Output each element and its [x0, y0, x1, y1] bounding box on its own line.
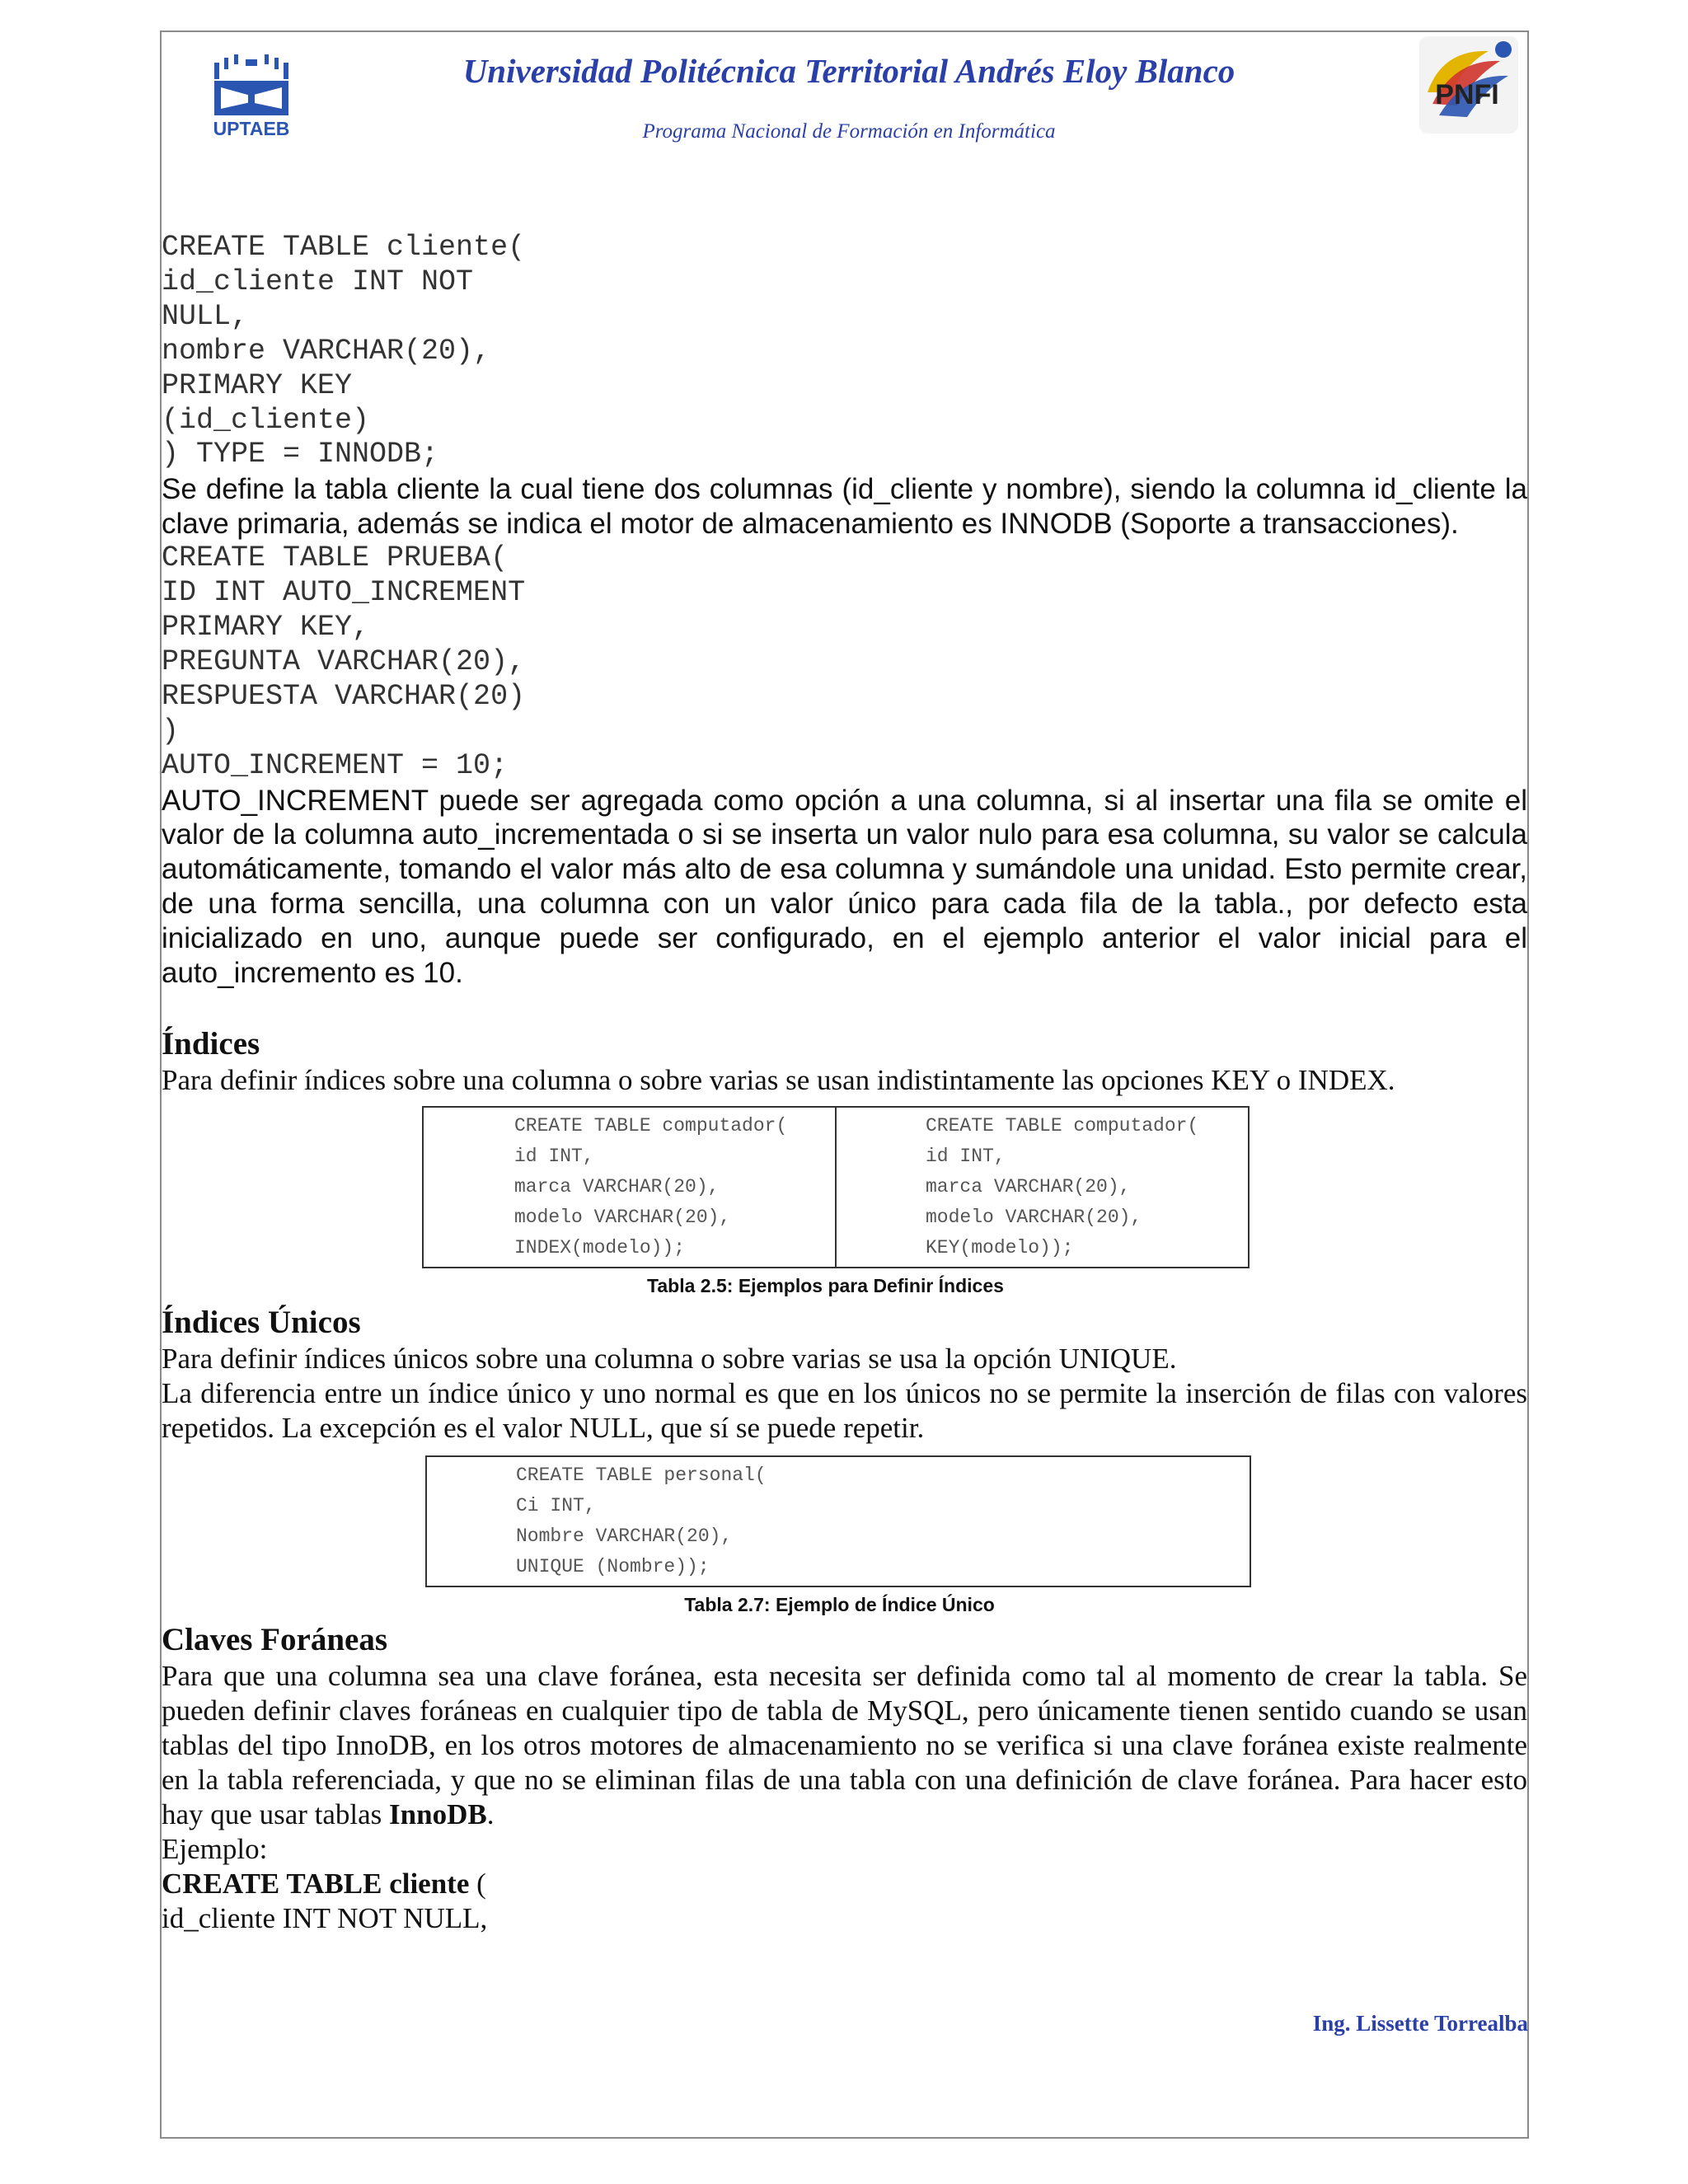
paragraph-unique-option: Para definir índices únicos sobre una columna o sobre varias se usa la opción UNIQUE.	[162, 1342, 1177, 1375]
unique-example-table	[425, 1455, 1251, 1587]
paragraph-claves-text: Para que una columna sea una clave foránea, esta necesita ser definida como tal al momento de crear la tabla. Se pueden definir claves foráneas en cualquier tipo de tabla de MySQL, pero únicamente tienen sentido cuando se usan tablas del tipo InnoDB, en los otros motores de almacenamiento no se verifica si una clave foránea existe realmente en la tabla referenciada, y que no se eliminan filas de una tabla con una definición de clave foránea. Para hacer esto hay que usar tablas	[162, 1659, 1527, 1830]
paragraph-claves-foraneas	[162, 1659, 1527, 1832]
table-row	[423, 1107, 1249, 1268]
svg-text:UPTAEB: UPTAEB	[213, 118, 290, 139]
paragraph-cliente: Se define la tabla cliente la cual tiene dos columnas (id_cliente y nombre), siendo la columna id_cliente la clave primaria, además se indica el motor de almacenamiento es INNODB (Soporte a transacciones).	[162, 473, 1527, 541]
university-title: Universidad Politécnica Territorial Andrés Eloy Blanco	[462, 52, 1236, 90]
heading-indices-unicos: Índices Únicos	[162, 1304, 361, 1340]
paragraph-indices: Para definir índices sobre una columna o sobre varias se usan indistintamente las opciones KEY o INDEX.	[162, 1063, 1395, 1096]
paragraph-unique-difference: La diferencia entre un índice único y uno normal es que en los únicos no se permite la inserción de filas con valores repetidos. La excepción es el valor NULL, que sí se puede repetir.	[162, 1376, 1527, 1444]
page-content	[162, 231, 1527, 1936]
example-id-cliente-line: id_cliente INT NOT NULL,	[162, 1901, 488, 1934]
table-cell-index	[423, 1107, 836, 1268]
pnfi-logo	[1418, 35, 1520, 135]
example-create-table	[162, 1867, 1527, 1901]
paragraph-claves-end: .	[486, 1797, 495, 1830]
heading-indices: Índices	[162, 1025, 260, 1062]
uptaeb-logo-icon	[203, 51, 300, 142]
caption-tabla-2-5: Tabla 2.5: Ejemplos para Definir Índices	[647, 1274, 1004, 1296]
footer-author: Ing. Lissette Torrealba	[1312, 2011, 1528, 2036]
table-cell-key	[836, 1107, 1249, 1268]
caption-tabla-2-7: Tabla 2.7: Ejemplo de Índice Único	[684, 1593, 995, 1615]
example-paren: (	[469, 1867, 486, 1900]
paragraph-auto-increment: AUTO_INCREMENT puede ser agregada como opción a una columna, si al insertar una fila se omite el valor de la columna auto_incrementada o si se inserta un valor nulo para esa columna, su valor se calcula automáticamente, tomando el valor más alto de esa columna y sumándole una unidad. Esto permite crear, de una forma sencilla, una columna con un valor único para cada fila de la tabla., por defecto esta inicializado en uno, aunque puede ser configurado, en el ejemplo anterior el valor inicial para el auto_incremento es 10.	[162, 784, 1527, 990]
code-index-example: CREATE TABLE computador( id INT, marca VARCHAR(20), modelo VARCHAR(20), INDEX(modelo));	[514, 1114, 788, 1258]
code-unique-example: CREATE TABLE personal( Ci INT, Nombre VARCHAR(20), UNIQUE (Nombre));	[516, 1464, 767, 1577]
code-key-example: CREATE TABLE computador( id INT, marca VARCHAR(20), modelo VARCHAR(20), KEY(modelo));	[926, 1114, 1199, 1258]
example-label: Ejemplo:	[162, 1832, 268, 1865]
uptaeb-logo	[203, 51, 300, 142]
code-block-cliente: CREATE TABLE cliente( id_cliente INT NOT NULL, nombre VARCHAR(20), PRIMARY KEY (id_cliente) ) TYPE = INNODB;	[162, 231, 526, 471]
table-row	[426, 1456, 1250, 1586]
svg-text:PNFI: PNFI	[1435, 79, 1499, 110]
code-block-prueba: CREATE TABLE PRUEBA( ID INT AUTO_INCREMENT PRIMARY KEY, PREGUNTA VARCHAR(20), RESPUESTA VARCHAR(20) ) AUTO_INCREMENT = 10;	[162, 541, 526, 782]
program-subtitle: Programa Nacional de Formación en Informática	[642, 120, 1056, 143]
indices-example-table	[422, 1106, 1250, 1268]
example-create-bold: CREATE TABLE cliente	[162, 1867, 470, 1900]
innodb-bold: InnoDB	[389, 1797, 487, 1830]
heading-claves-foraneas: Claves Foráneas	[162, 1621, 388, 1657]
table-cell-unique	[426, 1456, 1250, 1586]
pnfi-logo-icon	[1418, 35, 1520, 135]
